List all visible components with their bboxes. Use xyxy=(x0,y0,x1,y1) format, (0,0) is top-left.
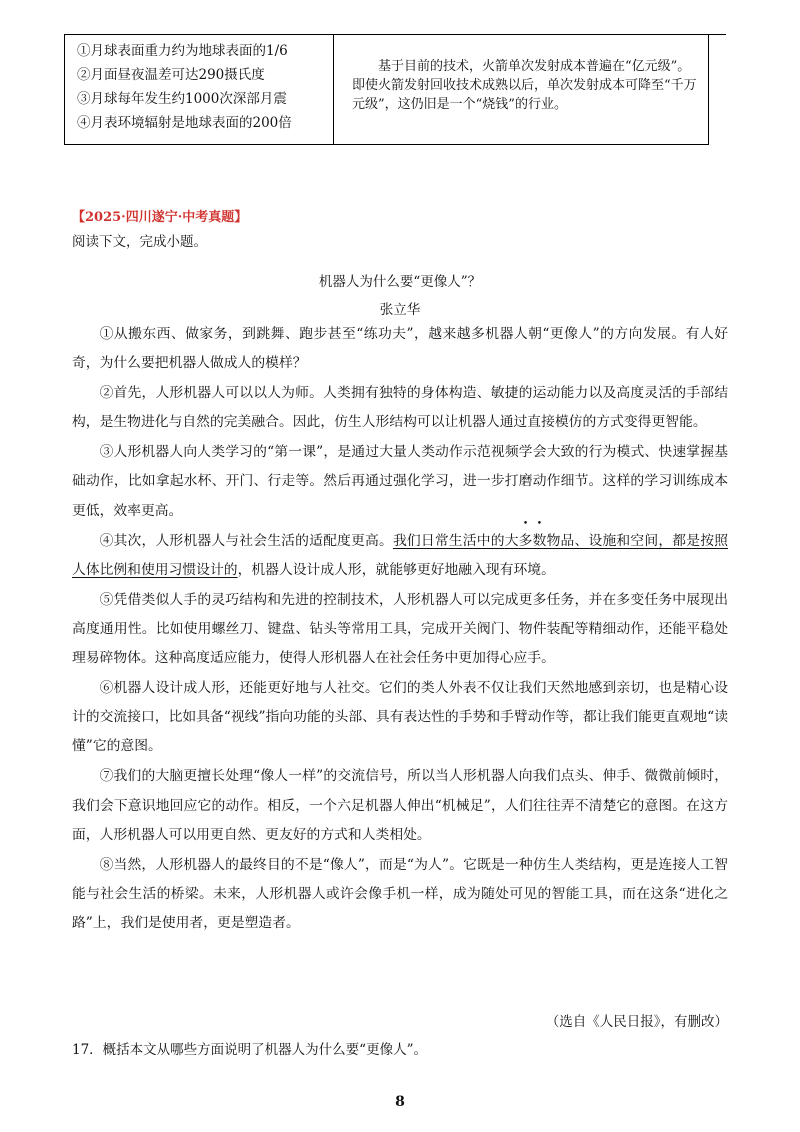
emphasis-dot-duo: 多 xyxy=(518,532,533,549)
paragraph-1: ①从搬东西、做家务，到跳舞、跑步甚至“练功夫”，越来越多机器人朝“更像人”的方向发展。有人好奇，为什么要把机器人做成人的模样？ xyxy=(72,326,728,372)
paragraph-8: ⑧当然，人形机器人的最终目的不是“像人”，而是“为人”。它既是一种仿生人类结构，更是连接人工智能与社会生活的桥梁。未来，人形机器人或许会像手机一样，成为随处可见的智能工具，而在这条“进化之路”上，我们是使用者，更是塑造者。 xyxy=(72,856,728,931)
paragraph-4-end: ，机器人设计成人形，就能够更好地融入现有环境。 xyxy=(237,561,555,578)
source-citation: （选自《人民日报》，有删改） xyxy=(545,1014,728,1030)
moon-facts-cell xyxy=(65,35,334,145)
moon-fact: ①月球表面重力约为地球表面的1/6 xyxy=(77,43,288,59)
paragraph-2: ②首先，人形机器人可以以人为师。人类拥有独特的身体构造、敏捷的运动能力以及高度灵活的手部结构，是生物进化与自然的完美融合。因此，仿生人形结构可以让机器人通过直接模仿的方式变得更智能。 xyxy=(72,385,728,431)
emphasis-dot-da: 大 xyxy=(504,532,519,549)
launch-cost-text: 基于目前的技术，火箭单次发射成本普遍在“亿元级”。即使火箭发射回收技术成熟以后，单次发射成本可降至“千万元级”，这仍旧是一个“烧钱”的行业。 xyxy=(352,59,697,112)
launch-cost-cell xyxy=(334,35,709,145)
paragraph-4-start: ④其次，人形机器人与社会生活的适配度更高。 xyxy=(99,532,393,549)
info-table xyxy=(64,34,709,145)
underlined-text-b: 数物品、设施和空间，都是按照人体比例和使用习惯设计的 xyxy=(72,532,729,578)
moon-fact: ③月球每年发生约1000次深部月震 xyxy=(77,91,287,107)
page-number: 8 xyxy=(395,1094,405,1110)
article-body xyxy=(72,320,728,939)
paragraph-6: ⑥机器人设计成人形，还能更好地与人社交。它们的类人外表不仅让我们天然地感到亲切，也是精心设计的交流接口，比如具备“视线”指向功能的头部、具有表达性的手势和手臂动作等，都让我们能更直观地“读懂”它的意图。 xyxy=(72,680,728,755)
paragraph-7: ⑦我们的大脑更擅长处理“像人一样”的交流信号，所以当人形机器人向我们点头、伸手、微微前倾时，我们会下意识地回应它的动作。相反，一个六足机器人伸出“机械足”，人们往往弄不清楚它的意图。在这方面，人形机器人可以用更自然、更友好的方式和人类相处。 xyxy=(72,768,728,843)
question-17: 17．概括本文从哪些方面说明了机器人为什么要“更像人”。 xyxy=(72,1042,427,1058)
paragraph-4 xyxy=(72,527,728,585)
article-title: 机器人为什么要“更像人”？ xyxy=(318,274,482,290)
article-author: 张立华 xyxy=(379,302,421,318)
underlined-text-a: 我们日常生活中的 xyxy=(392,532,505,549)
paragraph-3: ③人形机器人向人类学习的“第一课”，是通过大量人类动作示范视频学会大致的行为模式、快速掌握基础动作，比如拿起水杯、开门、行走等。然后再通过强化学习，进一步打磨动作细节。这样的学习训练成本更低，效率更高。 xyxy=(72,444,728,519)
source-tag: 【2025·四川遂宁·中考真题】 xyxy=(72,210,248,225)
reading-instruction: 阅读下文，完成小题。 xyxy=(72,234,207,250)
moon-fact: ②月面昼夜温差可达290摄氏度 xyxy=(77,67,265,83)
moon-fact: ④月表环境辐射是地球表面的200倍 xyxy=(77,115,292,131)
paragraph-5: ⑤凭借类似人手的灵巧结构和先进的控制技术，人形机器人可以完成更多任务，并在多变任务中展现出高度通用性。比如使用螺丝刀、键盘、钻头等常用工具，完成开关阀门、物件装配等精细动作，还能平稳处理易碎物体。这种高度适应能力，使得人形机器人在社会任务中更加得心应手。 xyxy=(72,591,728,667)
